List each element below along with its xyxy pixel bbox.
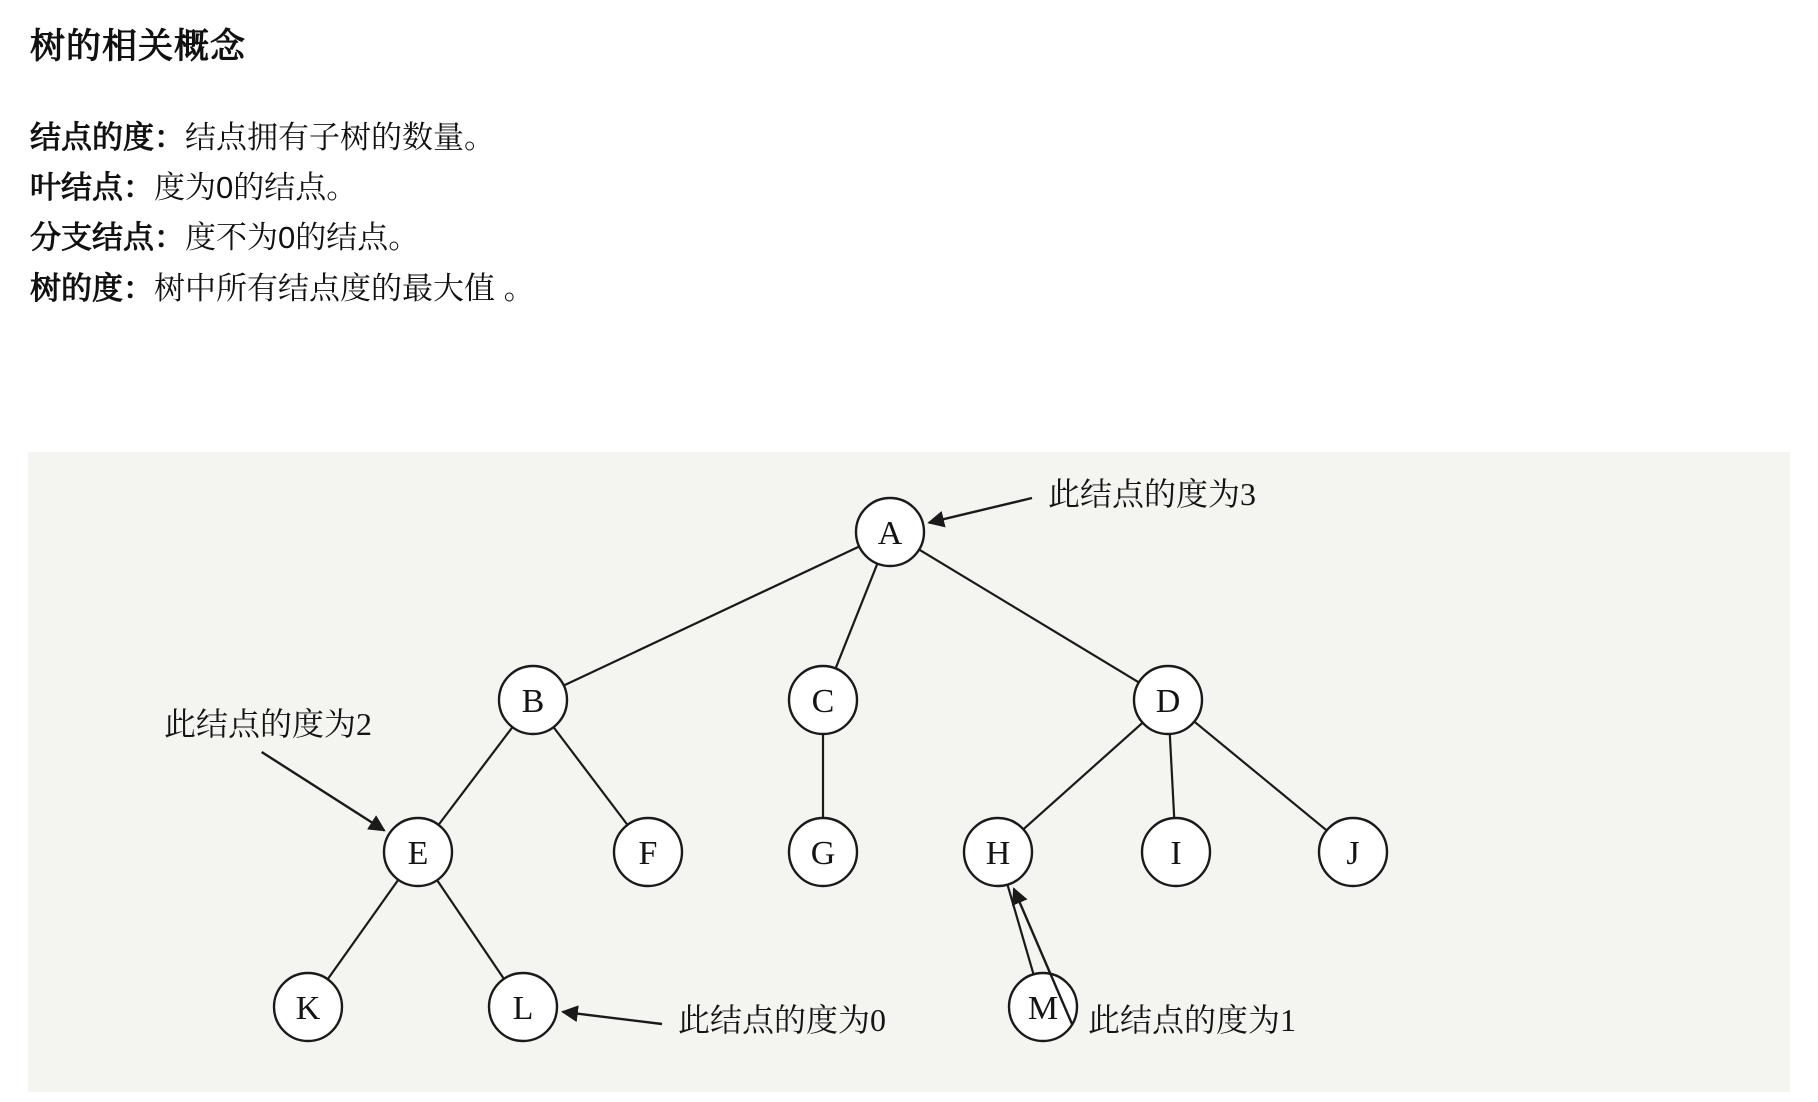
tree-edge-A-D — [919, 550, 1139, 683]
annotation-arrow-icon — [262, 752, 385, 830]
tree-edge-A-B — [564, 546, 859, 685]
tree-node-m — [1009, 973, 1077, 1041]
annotation-degree-3 — [929, 476, 1256, 523]
tree-edge-H-M — [1007, 885, 1033, 975]
tree-nodes — [274, 498, 1387, 1041]
annotation-degree-2 — [164, 706, 384, 830]
node-label: L — [512, 990, 534, 1027]
definition-description: 树中所有结点度的最大值 。 — [154, 270, 535, 306]
node-label: A — [877, 515, 903, 552]
tree-edge-D-I — [1170, 734, 1174, 818]
node-label: F — [638, 835, 658, 872]
node-label: B — [521, 683, 545, 720]
definition-term: 结点的度 — [30, 120, 154, 155]
tree-node-l — [489, 973, 557, 1041]
tree-diagram-svg — [28, 452, 1790, 1092]
definition-separator: ： — [123, 170, 154, 206]
node-label: D — [1155, 683, 1181, 720]
node-label: K — [295, 990, 321, 1027]
annotation-degree-0 — [563, 1002, 886, 1038]
node-label: E — [407, 835, 429, 872]
tree-node-h — [964, 818, 1032, 886]
definition-item — [30, 113, 1788, 163]
node-label: G — [810, 835, 836, 872]
tree-edge-A-C — [836, 564, 878, 669]
definition-term: 树的度 — [30, 270, 123, 306]
annotation-arrow-icon — [563, 1012, 662, 1024]
definition-description: 度不为0的结点。 — [185, 220, 420, 256]
definition-separator: ： — [154, 120, 185, 155]
definition-description: 度为0的结点。 — [154, 170, 358, 206]
definition-item — [30, 264, 1788, 314]
tree-edge-E-L — [437, 880, 504, 979]
tree-annotations — [164, 476, 1296, 1038]
tree-edges — [328, 546, 1327, 979]
tree-node-i — [1142, 818, 1210, 886]
annotation-label: 此结点的度为1 — [1088, 1002, 1297, 1038]
tree-edge-E-K — [328, 880, 399, 980]
node-label: C — [811, 683, 835, 720]
tree-node-c — [789, 666, 857, 734]
tree-node-f — [614, 818, 682, 886]
annotation-label: 此结点的度为3 — [1048, 476, 1257, 512]
tree-edge-D-H — [1023, 723, 1142, 830]
tree-edge-B-F — [554, 727, 628, 825]
tree-node-b — [499, 666, 567, 734]
definition-list — [30, 113, 1788, 314]
definition-item — [30, 163, 1788, 213]
tree-node-e — [384, 818, 452, 886]
node-label: H — [985, 835, 1011, 872]
tree-edge-D-J — [1194, 722, 1326, 831]
annotation-label: 此结点的度为2 — [164, 706, 373, 742]
definition-item — [30, 213, 1788, 263]
definition-term: 分支结点 — [30, 220, 154, 256]
page-title: 树的相关概念 — [30, 27, 247, 66]
definition-separator: ： — [123, 270, 154, 306]
tree-node-j — [1319, 818, 1387, 886]
tree-node-g — [789, 818, 857, 886]
annotation-label: 此结点的度为0 — [678, 1002, 887, 1038]
definition-description: 结点拥有子树的数量。 — [185, 120, 495, 155]
tree-edge-B-E — [439, 727, 513, 825]
definition-separator: ： — [154, 220, 185, 256]
tree-node-a — [856, 498, 924, 566]
node-label: I — [1170, 835, 1182, 872]
definition-term: 叶结点 — [30, 170, 123, 206]
tree-node-k — [274, 973, 342, 1041]
node-label: M — [1027, 990, 1059, 1027]
node-label: J — [1346, 835, 1360, 872]
annotation-arrow-icon — [929, 498, 1032, 523]
tree-diagram-figure — [28, 452, 1790, 1092]
tree-node-d — [1134, 666, 1202, 734]
